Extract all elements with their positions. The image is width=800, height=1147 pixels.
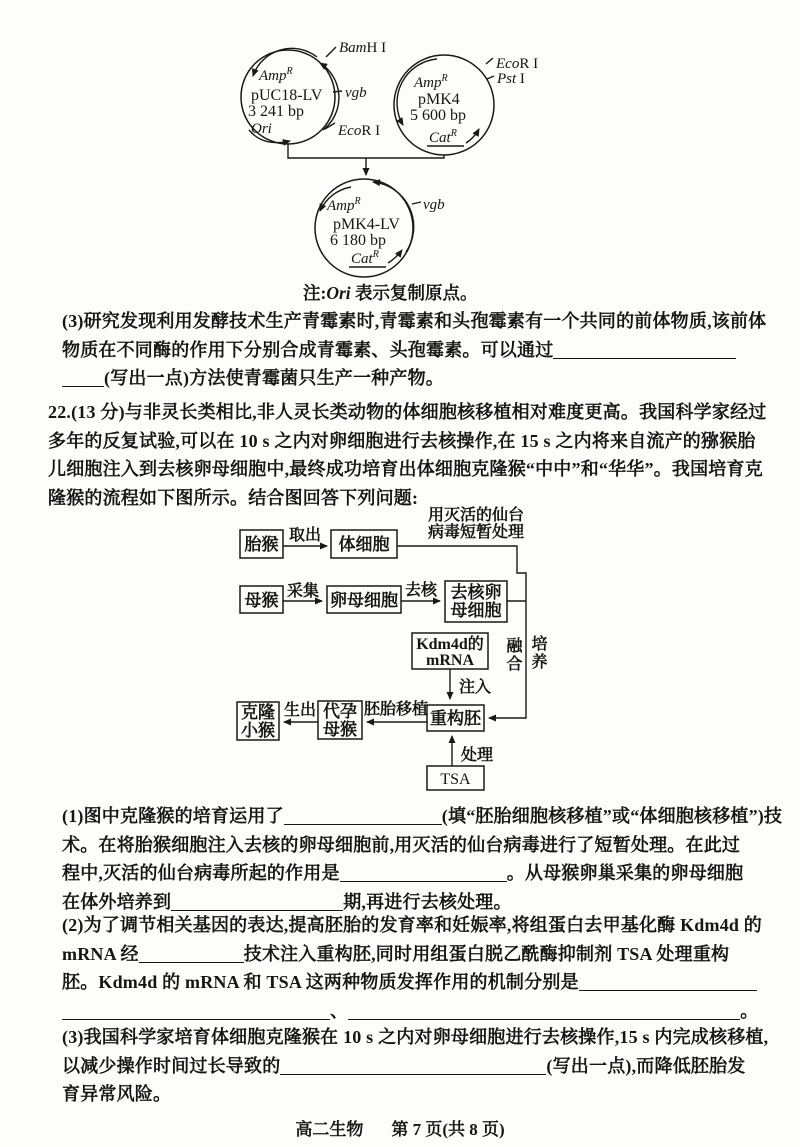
- flow-box-label: 母细胞: [450, 601, 502, 620]
- flow-label-birth: 生出: [283, 702, 317, 719]
- text-run: 22.(13 分)与非灵长类相比,非人灵长类动物的体细胞核移植相对难度更高。我国科学家经过: [48, 402, 767, 422]
- flow-box-label: 代孕: [323, 702, 357, 721]
- question-22-1-paragraph: [30, 802, 782, 916]
- question-22-3-paragraph: [30, 1023, 768, 1109]
- text-run: (写出一点),而降低胚胎发: [546, 1055, 746, 1076]
- flow-label-embryo-transfer: 胚胎移植: [363, 701, 429, 718]
- text-run: 期,再进行去核处理。: [343, 891, 512, 912]
- text-run: 育异常风险。: [62, 1084, 172, 1104]
- plasmid-name-label: pMK4: [418, 91, 460, 108]
- footer-subject: 高二生物: [295, 1120, 364, 1139]
- question-21-3-paragraph: [30, 307, 766, 393]
- flow-label-culture: 培养: [529, 635, 546, 671]
- flow-box-label: 母猴: [244, 591, 279, 610]
- flow-box-label: 去核卵: [450, 583, 502, 602]
- vgb-gene-label: vgb: [345, 85, 367, 101]
- text-run: (写出一点)方法使青霉菌只生产一种产物。: [104, 368, 444, 388]
- bamhi-site-label: BamH I: [339, 40, 387, 56]
- text-line: [62, 911, 762, 940]
- text-line: [62, 336, 766, 365]
- text-line: [62, 859, 782, 888]
- flow-label-enucleate: 去核: [404, 582, 438, 599]
- plasmid-pmk4lv: [315, 179, 445, 277]
- answer-blank: [553, 346, 736, 359]
- plasmid-size-label: 5 600 bp: [410, 107, 466, 124]
- question-22-intro-paragraph: [14, 398, 766, 512]
- plasmid-size-label: 3 241 bp: [248, 103, 304, 120]
- text-run: 儿细胞注入到去核卵母细胞中,最终成功培育出体细胞克隆猴“中中”和“华华”。我国培育克: [48, 459, 763, 479]
- flow-label-treat: 处理: [461, 747, 494, 764]
- text-line: [62, 1080, 768, 1109]
- text-line: [62, 307, 766, 336]
- psti-site-label: Pst I: [497, 71, 525, 87]
- restriction-site-tick-psti: [487, 76, 494, 79]
- text-run: 程中,灭活的仙台病毒所起的作用是: [62, 863, 340, 883]
- text-run: (3)研究发现利用发酵技术生产青霉素时,青霉素和头孢霉素有一个共同的前体物质,该前体: [62, 311, 767, 331]
- text-run: 胚。Kdm4d 的 mRNA 和 TSA 这两种物质发挥作用的机制分别是: [62, 972, 579, 992]
- note-text: 表示复制原点。: [350, 283, 478, 303]
- text-line: [62, 1052, 768, 1081]
- text-run: 物质在不同酶的作用下分别合成青霉素、头孢霉素。可以通过: [62, 339, 554, 360]
- flow-label-collect: 采集: [286, 583, 320, 600]
- flow-label-sendai-line1: 用灭活的仙台: [428, 507, 525, 524]
- flow-box-label: 胎猴: [244, 535, 279, 554]
- plasmid-name-label: pUC18-LV: [251, 87, 323, 104]
- answer-blank: [171, 898, 343, 911]
- text-run: mRNA 经: [62, 943, 139, 964]
- flow-box-label: Kdm4d的: [416, 636, 484, 653]
- text-run: 。: [740, 1000, 759, 1021]
- flow-label-inject: 注入: [459, 679, 492, 696]
- amp-resistance-label: Amp$^R$: [259, 66, 293, 84]
- note-prefix: 注:: [303, 283, 327, 303]
- plasmid-pmk4: [394, 55, 538, 155]
- flow-box-label: 克隆: [241, 703, 275, 722]
- restriction-site-tick-ecori: [486, 58, 493, 64]
- answer-blank: [280, 1062, 546, 1075]
- flow-label-take-out: 取出: [288, 527, 322, 544]
- vgb-pointer-line: [333, 91, 342, 92]
- vgb-gene-label: vgb: [423, 197, 445, 213]
- plasmid-diagram: [180, 30, 620, 305]
- text-line: [62, 968, 762, 997]
- text-line: [62, 940, 762, 969]
- cat-resistance-label: Cat$^R$: [429, 128, 457, 146]
- cat-resistance-label: Cat$^R$: [351, 249, 379, 267]
- answer-blank: [139, 950, 244, 963]
- text-run: 。从母猴卵巢采集的卵母细胞: [506, 863, 744, 883]
- plasmid-size-label: 6 180 bp: [330, 232, 386, 249]
- text-run: 在体外培养到: [62, 891, 172, 912]
- answer-blank: [62, 374, 104, 387]
- flow-box-label: 重构胚: [430, 709, 481, 728]
- text-run: 、: [330, 1000, 349, 1021]
- flow-label-fuse: 融合: [504, 637, 521, 673]
- flow-box-label: mRNA: [426, 652, 474, 669]
- answer-blank: [340, 869, 507, 882]
- answer-blank: [348, 1007, 740, 1020]
- text-run: (填“胚胎细胞核移植”或“体细胞核移植”)技: [441, 806, 783, 826]
- note-ori-term: Ori: [326, 283, 351, 303]
- flow-box-label: 小猴: [241, 721, 275, 740]
- text-run: 隆猴的流程如下图所示。结合图回答下列问题:: [48, 487, 419, 508]
- page-footer: [0, 1115, 800, 1140]
- text-run: (2)为了调节相关基因的表达,提高胚胎的发育率和妊娠率,将组蛋白去甲基化酶 Kdm4d 的: [62, 915, 763, 935]
- footer-page-number: 第 7 页(共 8 页): [391, 1120, 505, 1139]
- text-run: 多年的反复试验,可以在 10 s 之内对卵细胞进行去核操作,在 15 s 之内将来自流产的猕猴胎: [48, 430, 756, 451]
- text-line: [62, 997, 762, 1026]
- flow-box-label: 体细胞: [338, 535, 390, 554]
- plasmid-name-label: pMK4-LV: [333, 216, 400, 233]
- flow-box-label: 母猴: [323, 720, 357, 739]
- text-line: [62, 364, 766, 393]
- text-run: 技术注入重构胚,同时用组蛋白脱乙酰酶抑制剂 TSA 处理重构: [243, 943, 730, 964]
- text-run: 以减少操作时间过长导致的: [62, 1055, 281, 1076]
- vgb-pointer-line: [412, 202, 421, 204]
- text-line: [62, 1023, 768, 1052]
- ori-label: Ori: [251, 121, 272, 137]
- text-line: [48, 427, 766, 456]
- answer-blank: [284, 812, 442, 825]
- amp-resistance-label: Amp$^R$: [327, 196, 361, 214]
- ecori-site-label: EcoR I: [338, 123, 381, 139]
- text-line: [48, 398, 766, 427]
- text-run: 术。在将胎猴细胞注入去核的卵母细胞前,用灭活的仙台病毒进行了短暂处理。在此过: [62, 834, 741, 855]
- cat-gene-direction-arrow: [466, 129, 479, 143]
- flow-box-label: TSA: [440, 771, 471, 788]
- answer-blank: [62, 1007, 330, 1020]
- question-22-2-paragraph: [30, 911, 762, 1025]
- text-line: [62, 802, 782, 831]
- amp-resistance-label: Amp$^R$: [414, 73, 448, 91]
- text-run: (1)图中克隆猴的培育运用了: [62, 806, 284, 826]
- ecori-site-label: EcoR I: [496, 56, 539, 72]
- text-run: (3)我国科学家培育体细胞克隆猴在 10 s 之内对卵母细胞进行去核操作,15 s 内完成核移植,: [62, 1027, 769, 1047]
- restriction-site-tick-bamhi: [326, 47, 336, 57]
- answer-blank: [579, 978, 757, 991]
- flow-label-sendai-line2: 病毒短暂处理: [428, 524, 525, 541]
- connector-line: [288, 144, 444, 158]
- plasmid-puc18lv: [241, 40, 386, 144]
- text-line: [48, 455, 766, 484]
- text-line: [62, 831, 782, 860]
- flow-box-label: 卵母细胞: [330, 591, 398, 610]
- diagram-note: [303, 280, 478, 305]
